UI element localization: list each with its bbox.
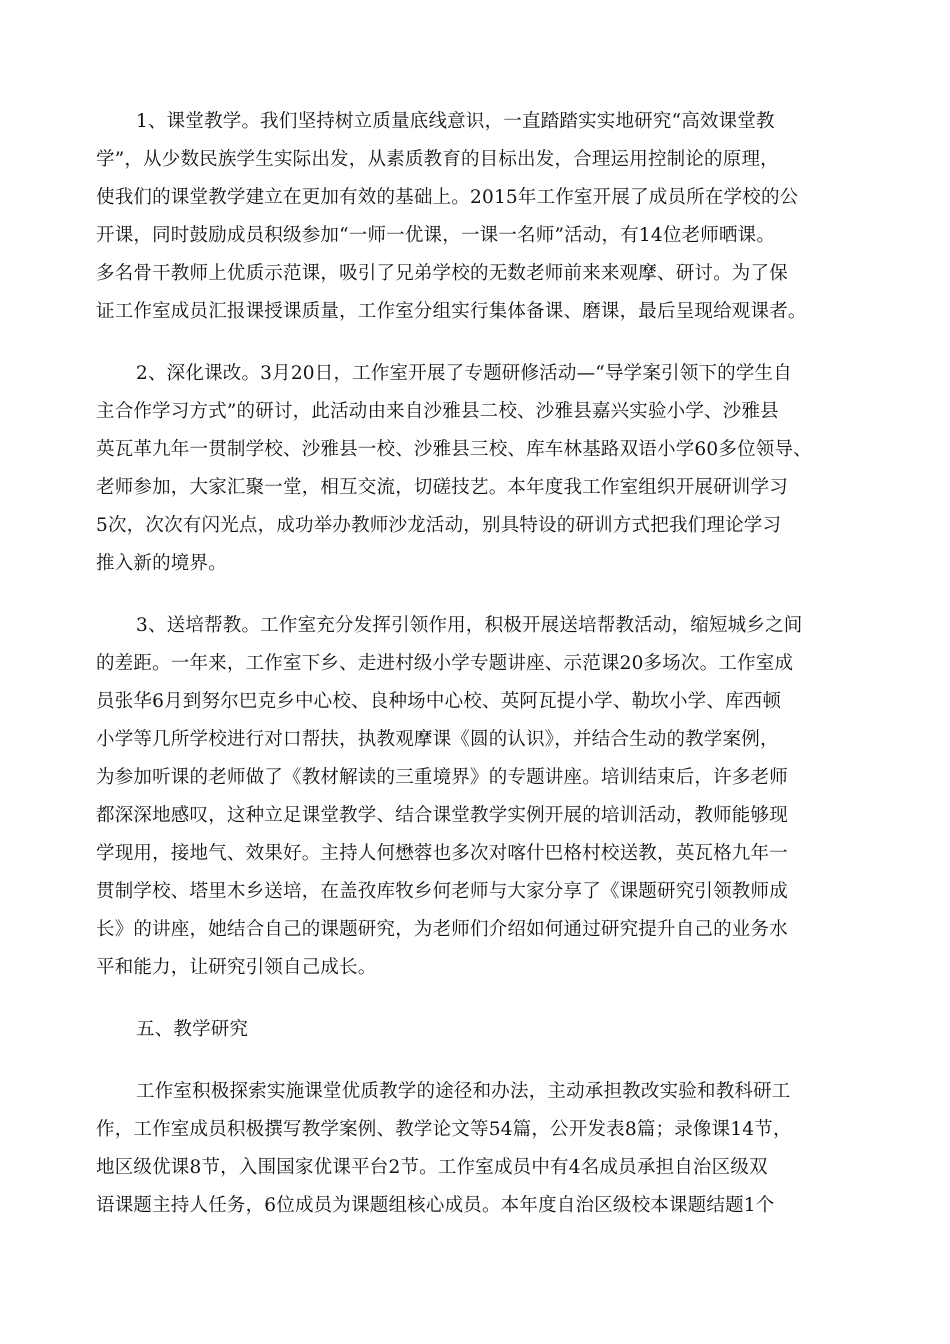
paragraph-3-line-7: 学现用，接地气、效果好。主持人何懋蓉也多次对喀什巴格村校送教，英瓦格九年一	[96, 843, 788, 864]
paragraph-3-line-6: 都深深地感叹，这种立足课堂教学、结合课堂教学实例开展的培训活动，教师能够现	[96, 805, 788, 826]
paragraph-4-line-2: 作，工作室成员积极撰写教学案例、教学论文等54篇，公开发表8篇；录像课14节，	[96, 1119, 792, 1140]
paragraph-3-line-2: 的差距。一年来，工作室下乡、走进村级小学专题讲座、示范课20多场次。工作室成	[96, 653, 794, 674]
paragraph-1-line-5: 多名骨干教师上优质示范课，吸引了兄弟学校的无数老师前来来观摩、研讨。为了保	[96, 263, 788, 284]
paragraph-2-line-6: 推入新的境界。	[96, 553, 227, 574]
paragraph-1-line-6: 证工作室成员汇报课授课质量，工作室分组实行集体备课、磨课，最后呈现给观课者。	[96, 301, 807, 322]
paragraph-2-line-5: 5次，次次有闪光点，成功举办教师沙龙活动，别具特设的研训方式把我们理论学习	[96, 515, 782, 536]
paragraph-1-line-2: 学”，从少数民族学生实际出发，从素质教育的目标出发，合理运用控制论的原理，	[96, 149, 779, 170]
paragraph-1-line-4: 开课，同时鼓励成员积级参加“一师一优课，一课一名师”活动，有14位老师晒课。	[96, 225, 776, 246]
paragraph-4-line-1: 工作室积极探索实施课堂优质教学的途径和办法，主动承担教改实验和教科研工	[136, 1081, 791, 1102]
paragraph-3-line-4: 小学等几所学校进行对口帮扶，执教观摩课《圆的认识》，并结合生动的教学案例，	[96, 729, 779, 750]
paragraph-3-line-5: 为参加听课的老师做了《教材解读的三重境界》的专题讲座。培训结束后，许多老师	[96, 767, 788, 788]
paragraph-2-line-3: 英瓦革九年一贯制学校、沙雅县一校、沙雅县三校、库车林基路双语小学60多位领导、	[96, 439, 812, 460]
paragraph-3-line-8: 贯制学校、塔里木乡送培，在盖孜库牧乡何老师与大家分享了《课题研究引领教师成	[96, 881, 788, 902]
paragraph-3-line-1: 3、送培帮教。工作室充分发挥引领作用，积极开展送培帮教活动，缩短城乡之间	[136, 615, 803, 636]
section-heading: 五、教学研究	[136, 1019, 249, 1040]
paragraph-4-line-3: 地区级优课8节，入围国家优课平台2节。工作室成员中有4名成员承担自治区级双	[96, 1157, 768, 1178]
paragraph-3-line-9: 长》的讲座，她结合自己的课题研究，为老师们介绍如何通过研究提升自己的业务水	[96, 919, 788, 940]
paragraph-1-line-3: 使我们的课堂教学建立在更加有效的基础上。2015年工作室开展了成员所在学校的公	[96, 187, 799, 208]
paragraph-3-line-3: 员张华6月到努尔巴克乡中心校、良种场中心校、英阿瓦提小学、勒坎小学、库西顿	[96, 691, 782, 712]
paragraph-4-line-4: 语课题主持人任务，6位成员为课题组核心成员。本年度自治区级校本课题结题1个	[96, 1195, 775, 1216]
paragraph-1-line-1: 1、课堂教学。我们坚持树立质量底线意识，一直踏踏实实地研究“高效课堂教	[136, 111, 775, 132]
paragraph-3-line-10: 平和能力，让研究引领自己成长。	[96, 957, 377, 978]
paragraph-2-line-4: 老师参加，大家汇聚一堂，相互交流，切磋技艺。本年度我工作室组织开展研训学习	[96, 477, 788, 498]
paragraph-2-line-1: 2、深化课改。3月20日，工作室开展了专题研修活动—“导学案引领下的学生自	[136, 363, 792, 384]
paragraph-2-line-2: 主合作学习方式”的研讨，此活动由来自沙雅县二校、沙雅县嘉兴实验小学、沙雅县	[96, 401, 779, 422]
